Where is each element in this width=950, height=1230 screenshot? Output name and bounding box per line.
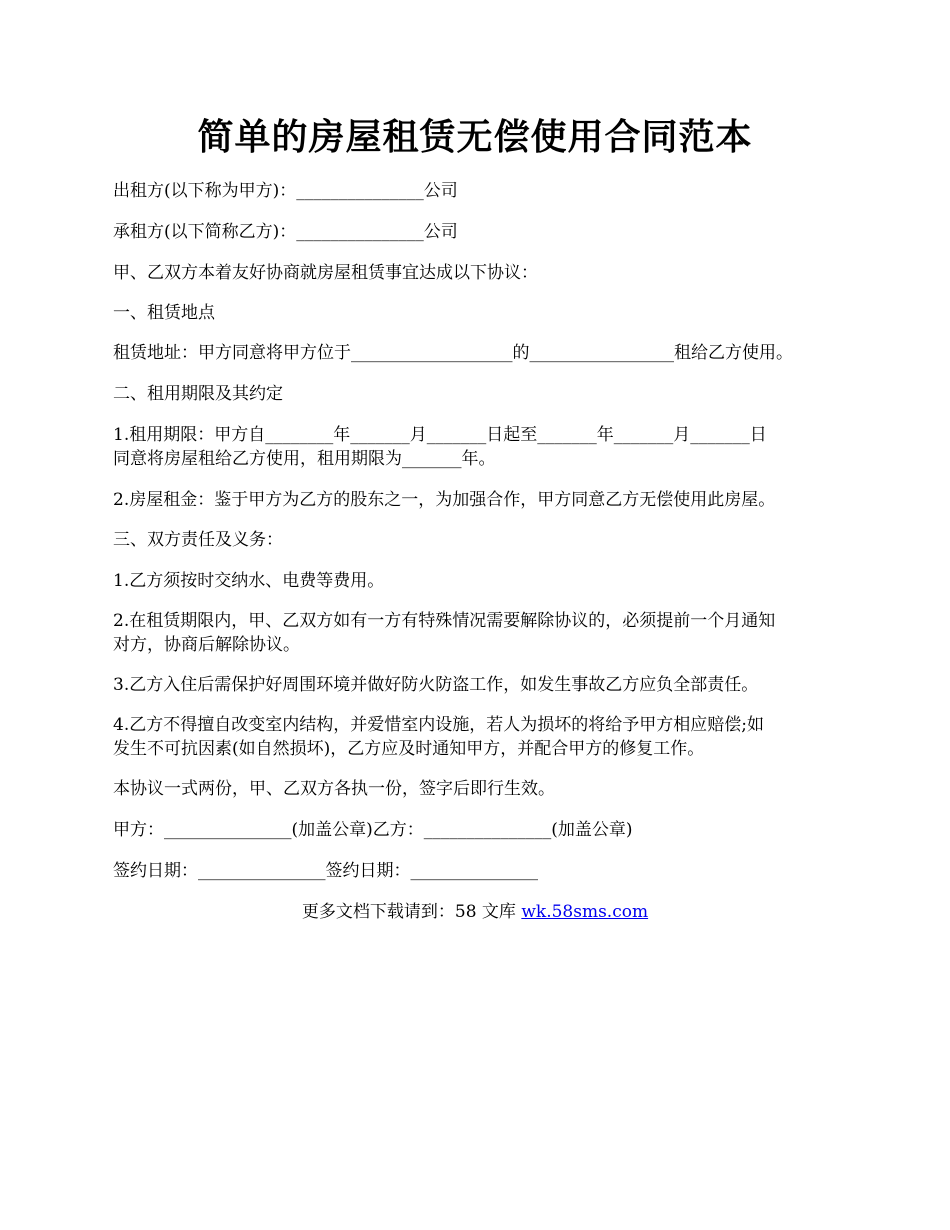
copies-clause: 本协议一式两份，甲、乙双方各执一份，签字后即行生效。	[113, 779, 555, 799]
term-clause-line-1: 1.租用期限：甲方自________年_______月_______日起至_______年_______月_______日	[113, 425, 767, 445]
duty-clause-2-line-1: 2.在租赁期限内，甲、乙双方如有一方有特殊情况需要解除协议的，必须提前一个月通知	[113, 611, 776, 631]
term-clause-line-2: 同意将房屋租给乙方使用，租用期限为_______年。	[113, 449, 496, 469]
document-title: 简单的房屋租赁无偿使用合同范本	[197, 116, 753, 158]
footer	[0, 902, 950, 923]
duty-clause-4-line-1: 4.乙方不得擅自改变室内结构，并爱惜室内设施，若人为损坏的将给予甲方相应赔偿;如	[113, 715, 764, 735]
footer-link[interactable]: wk.58sms.com	[521, 902, 649, 922]
signature-line: 甲方：_______________(加盖公章)乙方：_______________(加盖公章)	[113, 820, 633, 840]
section-heading-location: 一、租赁地点	[113, 303, 215, 323]
duty-clause-3: 3.乙方入住后需保护好周围环境并做好防火防盗工作，如发生事故乙方应负全部责任。	[113, 675, 759, 695]
section-heading-duties: 三、双方责任及义务：	[113, 530, 283, 550]
duty-clause-2-line-2: 对方，协商后解除协议。	[113, 635, 300, 655]
lessee-line: 承租方(以下简称乙方)：_______________公司	[113, 222, 458, 242]
rental-address-line: 租赁地址：甲方同意将甲方位于___________________的_________________租给乙方使用。	[113, 343, 793, 363]
duty-clause-4-line-2: 发生不可抗因素(如自然损坏)，乙方应及时通知甲方，并配合甲方的修复工作。	[113, 739, 705, 759]
sign-date-line: 签约日期：_______________签约日期：_______________	[113, 861, 538, 881]
duty-clause-1: 1.乙方须按时交纳水、电费等费用。	[113, 571, 385, 591]
agreement-intro: 甲、乙双方本着友好协商就房屋租赁事宜达成以下协议：	[113, 263, 538, 283]
section-heading-term: 二、租用期限及其约定	[113, 384, 283, 404]
lessor-line: 出租方(以下称为甲方)：_______________公司	[113, 181, 458, 201]
footer-text: 更多文档下载请到：58 文库	[301, 902, 522, 922]
rent-clause: 2.房屋租金：鉴于甲方为乙方的股东之一，为加强合作，甲方同意乙方无偿使用此房屋。	[113, 490, 776, 510]
